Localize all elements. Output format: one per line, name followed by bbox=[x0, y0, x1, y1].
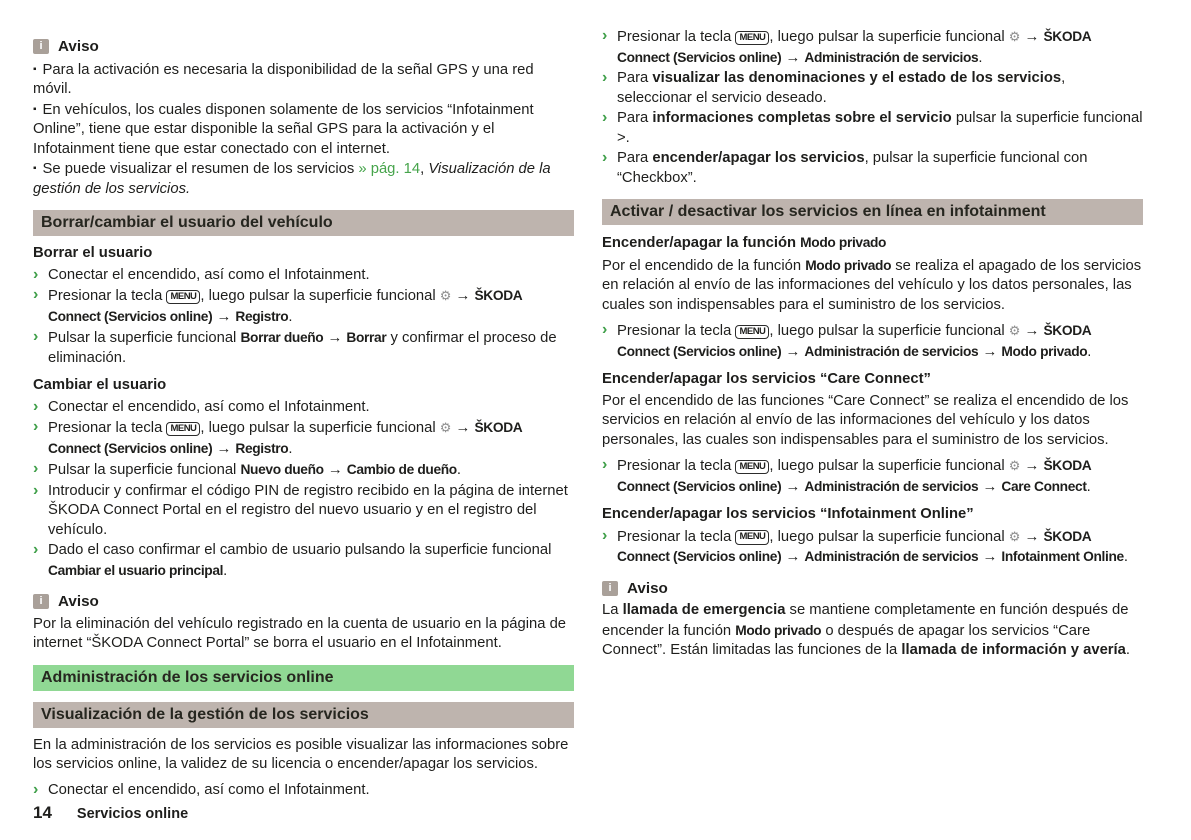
step-item bbox=[602, 69, 1143, 108]
column-right bbox=[602, 26, 1143, 807]
step-chevron-icon: › bbox=[33, 541, 39, 558]
text-segment: , luego pulsar la superficie funcional bbox=[769, 29, 1009, 45]
text-segment: Encender/apagar los servicios “Care Connect” bbox=[602, 371, 931, 387]
text-segment: , luego pulsar la superficie funcional bbox=[769, 528, 1009, 545]
step-item bbox=[602, 527, 1143, 568]
step-chevron-icon: › bbox=[602, 526, 608, 544]
text-segment: se mantiene completamente en función después de encender la función bbox=[602, 602, 1129, 639]
text-segment: Administración de servicios bbox=[804, 49, 979, 65]
settings-gear-icon: ⚙ bbox=[1008, 323, 1021, 338]
subsection-heading bbox=[602, 505, 1143, 525]
steps-list bbox=[602, 456, 1143, 497]
steps-list bbox=[33, 266, 574, 369]
text-segment: Cambiar el usuario bbox=[33, 377, 167, 393]
settings-gear-icon: ⚙ bbox=[439, 420, 452, 435]
text-segment: → bbox=[978, 478, 1002, 495]
text-segment: Modo privado bbox=[805, 257, 892, 273]
chapter-header-bar: Administración de los servicios online bbox=[33, 665, 574, 691]
square-bullet-icon: ▪ bbox=[33, 63, 37, 75]
notice-heading bbox=[602, 579, 1143, 599]
step-chevron-icon: › bbox=[602, 27, 608, 44]
text-segment: , luego pulsar la superficie funcional bbox=[200, 288, 440, 304]
menu-key: MENU bbox=[166, 290, 200, 305]
subsection-heading bbox=[602, 370, 1143, 390]
page-ref-link[interactable]: » pág. 14 bbox=[358, 161, 421, 177]
text-segment: → bbox=[781, 478, 805, 495]
step-item bbox=[602, 321, 1143, 362]
text-segment: . bbox=[978, 49, 983, 66]
text-segment: Presionar la tecla bbox=[617, 29, 736, 45]
notice-list-item bbox=[33, 159, 574, 199]
text-segment: Visualización de la gestión de los servicios. bbox=[33, 161, 551, 197]
text-segment: . bbox=[1087, 343, 1092, 360]
steps-list bbox=[602, 321, 1143, 362]
text-segment: visualizar las denominaciones y el estado de los servicios bbox=[652, 70, 1062, 86]
text-segment: Por el encendido de las funciones “Care Connect” se realiza el encendido de los servicios en relación al envío de las informaciones del vehículo y los datos personales, las cuales son indispensables para el suministro de los servicios. bbox=[602, 392, 1129, 448]
text-segment: ŠKODA Connect (Servicios online) bbox=[617, 528, 1091, 564]
notice-list-item bbox=[33, 100, 574, 160]
settings-gear-icon: ⚙ bbox=[1008, 458, 1021, 473]
text-segment: Nuevo dueño bbox=[240, 462, 324, 477]
step-chevron-icon: › bbox=[33, 460, 39, 477]
info-icon: i bbox=[602, 581, 618, 596]
text-segment: llamada de emergencia bbox=[622, 602, 786, 618]
text-segment: ŠKODA Connect (Servicios online) bbox=[617, 323, 1091, 359]
text-segment: → bbox=[978, 343, 1002, 360]
text-segment: → bbox=[978, 549, 1002, 565]
step-chevron-icon: › bbox=[33, 780, 39, 798]
subsection-heading bbox=[33, 244, 574, 264]
text-segment: Conectar el encendido, así como el Infotainment. bbox=[48, 398, 370, 415]
text-segment: → bbox=[1020, 458, 1044, 474]
text-segment: , bbox=[420, 161, 429, 177]
text-segment: Modo privado bbox=[800, 235, 887, 250]
text-segment: Dado el caso confirmar el cambio de usuario pulsando la superficie funcional bbox=[48, 542, 552, 558]
text-segment: Encender/apagar la función bbox=[602, 235, 801, 251]
notice-heading bbox=[33, 592, 574, 612]
text-segment: → bbox=[451, 420, 475, 436]
page-footer bbox=[33, 803, 188, 825]
steps-list bbox=[33, 781, 574, 801]
text-segment: Presionar la tecla bbox=[48, 288, 167, 304]
text-segment: Para bbox=[617, 70, 653, 86]
text-segment: → bbox=[781, 343, 805, 360]
text-segment: . bbox=[1123, 549, 1128, 565]
text-segment: Care Connect bbox=[1001, 478, 1087, 494]
text-segment: → bbox=[1020, 29, 1044, 45]
notice-heading bbox=[33, 37, 574, 57]
step-chevron-icon: › bbox=[33, 286, 39, 303]
text-segment: Presionar la tecla bbox=[617, 528, 736, 545]
text-segment: Borrar el usuario bbox=[33, 245, 153, 261]
step-chevron-icon: › bbox=[33, 418, 39, 435]
notice-title: Aviso bbox=[58, 593, 99, 610]
settings-gear-icon: ⚙ bbox=[1008, 29, 1021, 44]
step-item bbox=[33, 541, 574, 581]
square-bullet-icon: ▪ bbox=[33, 103, 37, 115]
text-segment: Introducir y confirmar el código PIN de registro recibido en la página de internet ŠKODA Connect Portal en el registro del nuevo usuario y en el registro del vehículo. bbox=[48, 482, 568, 538]
step-chevron-icon: › bbox=[602, 109, 608, 126]
text-segment: , seleccionar el servicio deseado. bbox=[617, 70, 1066, 106]
step-chevron-icon: › bbox=[33, 397, 39, 415]
menu-key: MENU bbox=[166, 422, 200, 437]
step-item bbox=[602, 149, 1143, 188]
text-segment: ŠKODA Connect (Servicios online) bbox=[617, 458, 1091, 494]
info-icon: i bbox=[33, 39, 49, 54]
text-segment: se realiza el apagado de los servicios en relación al envío de las informaciones del vehículo y los datos personales, las cuales son indispensables para el suministro de los servicios. bbox=[602, 257, 1142, 313]
text-segment: → bbox=[781, 549, 805, 565]
section-header-bar: Visualización de la gestión de los servicios bbox=[33, 702, 574, 728]
paragraph bbox=[33, 615, 574, 654]
step-item bbox=[602, 456, 1143, 497]
text-segment: ŠKODA Connect (Servicios online) bbox=[617, 29, 1091, 65]
step-chevron-icon: › bbox=[602, 456, 608, 473]
step-chevron-icon: › bbox=[33, 481, 39, 499]
text-segment: Registro bbox=[235, 308, 289, 324]
text-segment: En vehículos, los cuales disponen solamente de los servicios “Infotainment Online”, tiene que estar disponible la señal GPS para la activación y el Infotainment tiene que estar conectado con el internet. bbox=[33, 101, 534, 157]
footer-section-title: Servicios online bbox=[76, 805, 189, 822]
subsection-heading bbox=[602, 233, 1143, 254]
text-segment: → bbox=[781, 49, 805, 66]
text-segment: Pulsar la superficie funcional bbox=[48, 462, 241, 478]
text-segment: → bbox=[323, 462, 347, 478]
text-segment: . bbox=[223, 562, 228, 579]
menu-key: MENU bbox=[735, 530, 769, 545]
text-segment: La bbox=[602, 602, 623, 618]
text-segment: Encender/apagar los servicios “Infotainment Online” bbox=[602, 506, 974, 522]
text-segment: Para la activación es necesaria la disponibilidad de la señal GPS y una red móvil. bbox=[33, 61, 534, 97]
column-left bbox=[33, 26, 574, 807]
text-segment: Registro bbox=[235, 440, 289, 456]
text-segment: Administración de servicios bbox=[804, 478, 979, 494]
square-bullet-icon: ▪ bbox=[33, 163, 37, 174]
text-segment: . bbox=[456, 462, 461, 478]
settings-gear-icon: ⚙ bbox=[1008, 528, 1021, 544]
step-item bbox=[33, 266, 574, 286]
text-segment: . bbox=[1086, 478, 1091, 495]
text-segment: → bbox=[1020, 528, 1044, 545]
text-segment: encender/apagar los servicios bbox=[652, 150, 865, 166]
text-segment: , luego pulsar la superficie funcional bbox=[769, 323, 1009, 339]
section-header-bar: Activar / desactivar los servicios en línea en infotainment bbox=[602, 199, 1143, 225]
step-item bbox=[33, 286, 574, 327]
notice-title: Aviso bbox=[627, 579, 668, 597]
notice-list bbox=[33, 60, 574, 200]
text-segment: , luego pulsar la superficie funcional bbox=[769, 458, 1009, 474]
step-chevron-icon: › bbox=[33, 328, 39, 345]
paragraph bbox=[602, 256, 1143, 316]
text-segment: Conectar el encendido, así como el Infotainment. bbox=[48, 781, 370, 798]
step-item bbox=[602, 27, 1143, 68]
menu-key: MENU bbox=[735, 31, 769, 46]
text-segment: Conectar el encendido, así como el Infotainment. bbox=[48, 266, 370, 283]
step-item bbox=[33, 398, 574, 418]
text-segment: → bbox=[1020, 323, 1044, 339]
step-chevron-icon: › bbox=[602, 321, 608, 338]
text-segment: . bbox=[288, 440, 293, 457]
steps-list bbox=[602, 27, 1143, 188]
page-number: 14 bbox=[33, 802, 52, 822]
subsection-heading bbox=[33, 376, 574, 396]
text-segment: Presionar la tecla bbox=[48, 420, 167, 436]
text-segment: Por la eliminación del vehículo registrado en la cuenta de usuario en la página de internet “ŠKODA Connect Portal” se borra el usuario en el Infotainment. bbox=[33, 615, 567, 651]
info-icon: i bbox=[33, 594, 49, 609]
text-segment: . bbox=[1125, 642, 1131, 658]
text-segment: Borrar bbox=[346, 330, 387, 345]
text-segment: pulsar la superficie funcional >. bbox=[617, 110, 1143, 146]
notice-list-item bbox=[33, 60, 574, 100]
text-segment: ŠKODA Connect (Servicios online) bbox=[48, 288, 522, 324]
menu-key: MENU bbox=[735, 325, 769, 340]
text-segment: Presionar la tecla bbox=[617, 458, 736, 474]
text-segment: o después de apagar los servicios “Care Connect”. Están limitadas las funciones de la bbox=[602, 622, 1091, 658]
text-segment: ŠKODA Connect (Servicios online) bbox=[48, 420, 522, 456]
text-segment: y confirmar el proceso de eliminación. bbox=[48, 330, 557, 366]
text-segment: Modo privado bbox=[1001, 343, 1088, 359]
text-segment: informaciones completas sobre el servicio bbox=[652, 110, 952, 126]
text-segment: , luego pulsar la superficie funcional bbox=[200, 420, 440, 436]
step-item bbox=[33, 460, 574, 481]
text-segment: Para bbox=[617, 110, 653, 126]
text-segment: → bbox=[212, 440, 236, 457]
text-segment: → bbox=[212, 308, 236, 325]
paragraph bbox=[33, 736, 574, 775]
text-segment: Presionar la tecla bbox=[617, 323, 736, 339]
steps-list bbox=[33, 398, 574, 582]
text-segment: Administración de servicios bbox=[804, 549, 979, 564]
text-segment: Cambiar el usuario principal bbox=[48, 562, 224, 578]
notice-title: Aviso bbox=[58, 38, 99, 55]
text-segment: Por el encendido de la función bbox=[602, 257, 806, 274]
step-item bbox=[602, 109, 1143, 148]
text-segment: Para bbox=[617, 150, 653, 166]
text-segment: → bbox=[323, 330, 347, 346]
settings-gear-icon: ⚙ bbox=[439, 288, 452, 303]
step-chevron-icon: › bbox=[33, 265, 39, 283]
text-segment: Se puede visualizar el resumen de los servicios bbox=[42, 161, 359, 177]
text-segment: Infotainment Online bbox=[1001, 549, 1124, 564]
text-segment: Modo privado bbox=[735, 622, 822, 638]
text-segment: En la administración de los servicios es posible visualizar las informaciones sobre los servicios online, la validez de su licencia o encender/apagar los servicios. bbox=[33, 736, 569, 772]
text-segment: Cambio de dueño bbox=[346, 462, 457, 477]
step-chevron-icon: › bbox=[602, 149, 608, 166]
paragraph bbox=[602, 392, 1143, 451]
text-segment: . bbox=[288, 308, 293, 325]
step-item bbox=[33, 328, 574, 368]
text-segment: Pulsar la superficie funcional bbox=[48, 330, 241, 346]
paragraph bbox=[602, 601, 1143, 661]
section-header-bar: Borrar/cambiar el usuario del vehículo bbox=[33, 210, 574, 236]
step-item bbox=[33, 482, 574, 541]
text-segment: → bbox=[451, 288, 475, 304]
step-item bbox=[33, 781, 574, 801]
menu-key: MENU bbox=[735, 460, 769, 475]
text-segment: , pulsar la superficie funcional con “Checkbox”. bbox=[617, 150, 1088, 186]
step-item bbox=[33, 418, 574, 459]
steps-list bbox=[602, 527, 1143, 568]
text-segment: Administración de servicios bbox=[804, 343, 979, 359]
text-segment: Borrar dueño bbox=[240, 330, 324, 345]
step-chevron-icon: › bbox=[602, 69, 608, 86]
text-segment: llamada de información y avería bbox=[901, 642, 1126, 658]
